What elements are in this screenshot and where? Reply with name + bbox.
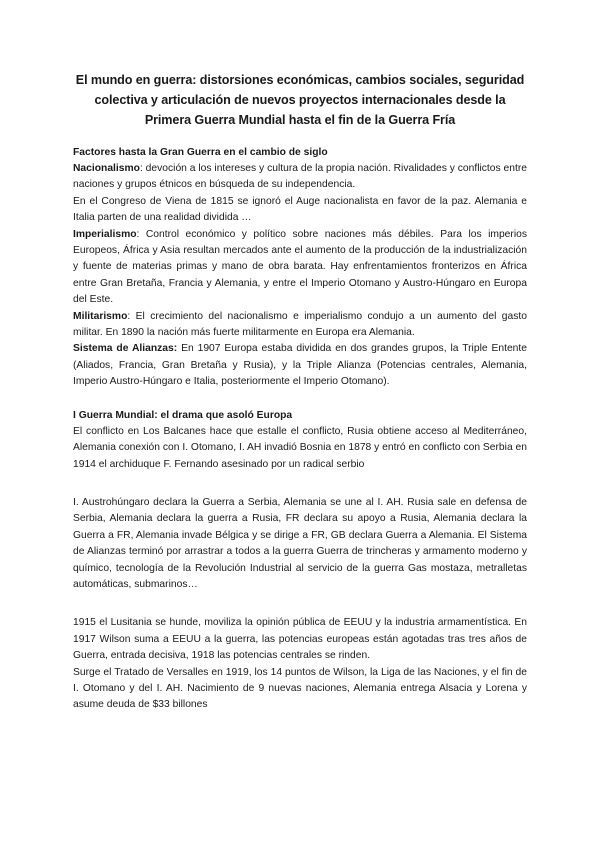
spacer [73,593,527,615]
paragraph-lusitania: 1915 el Lusitania se hunde, moviliza la opinión pública de EEUU y la industria armamentística. En 1917 Wilson suma a EEUU a la guerra, las potencias europeas están agotadas tras tres años de Guerra, entrada decisiva, 1918 las potencias centrales se rinden. [73,617,527,662]
term-alliances: Sistema de Alianzas: [73,343,178,355]
term-nationalism: Nacionalismo [73,163,140,174]
document-page [73,70,527,714]
paragraph-vienna: En el Congreso de Viena de 1815 se ignoró el Auge nacionalista en favor de la paz. Alemania e Italia parten de una realidad dividida … [73,195,527,224]
text-imperialism: : Control económico y político sobre naciones más débiles. Para los imperios Europeos, África y Asia resultan mercados ante el aumento de la producción de la industrialización y fuente de materias primas y mano de obra barata. Hay enfrentamientos fronterizos en África entre Gran Bretaña, Francia y Alemania, y entre el Imperio Otomano y Austro-Húngaro en Europa del Este. [73,228,527,306]
paragraph-nationalism [73,161,527,194]
spacer [73,473,527,495]
section-heading-wwi: I Guerra Mundial: el drama que asoló Europa [73,409,293,421]
spacer [73,391,527,407]
paragraph-versailles: Surge el Tratado de Versalles en 1919, los 14 puntos de Wilson, la Liga de las Naciones, y el fin de I. Otomano y del I. AH. Nacimiento de 9 nuevas naciones, Alemania entrega Alsacia y Lorena y asume deuda de $33 billones [73,666,527,711]
section-heading-factors: Factores hasta la Gran Guerra en el cambio de siglo [73,147,328,158]
term-imperialism: Imperialismo [73,228,137,240]
term-militarism: Militarismo [73,310,128,322]
document-title: El mundo en guerra: distorsiones económicas, cambios sociales, seguridad colectiva y articulación de nuevos proyectos internacionales desde la Primera Guerra Mundial hasta el fin de la Guerra Fría [75,73,525,127]
paragraph-declarations: I. Austrohúngaro declara la Guerra a Serbia, Alemania se une al I. AH. Rusia sale en defensa de Serbia, Alemania declara la guerra a Rusia, FR declara su apoyo a Rusia, Alemania declara la Guerra a FR, Alemania invade Bélgica y se dirige a FR, GB declara Guerra a Alemania. El Sistema de Alianzas terminó por arrastrar a todos a la guerra Guerra de trincheras y armamento moderno y químico, tecnología de la Revolución Industrial al servicio de la guerra Gas mostaza, metralletas automáticas, submarinos… [73,496,527,590]
text-nationalism: : devoción a los intereses y cultura de la propia nación. Rivalidades y conflictos entre naciones y grupos étnicos en búsqueda de su independencia. [73,163,527,191]
text-alliances: En 1907 Europa estaba dividida en dos grandes grupos, la Triple Entente (Aliados, Francia, Gran Bretaña y Rusia), y la Triple Alianza (Potencias centrales, Alemania, Imperio Austro-Húngaro e Italia, posteriormente el Imperio Otomano). [73,343,527,388]
text-militarism: : El crecimiento del nacionalismo e imperialismo condujo a un aumento del gasto militar. En 1890 la nación más fuerte militarmente en Europa era Alemania. [73,310,527,339]
paragraph-alliances [73,341,527,390]
paragraph-imperialism [73,227,527,309]
paragraph-balkans: El conflicto en Los Balcanes hace que estalle el conflicto, Rusia obtiene acceso al Mediterráneo, Alemania conexión con I. Otomano, I. AH invadió Bosnia en 1878 y entró en conflicto con Serbia en 1914 el archiduque F. Fernando asesinado por un radical serbio [73,425,527,470]
paragraph-militarism [73,309,527,342]
